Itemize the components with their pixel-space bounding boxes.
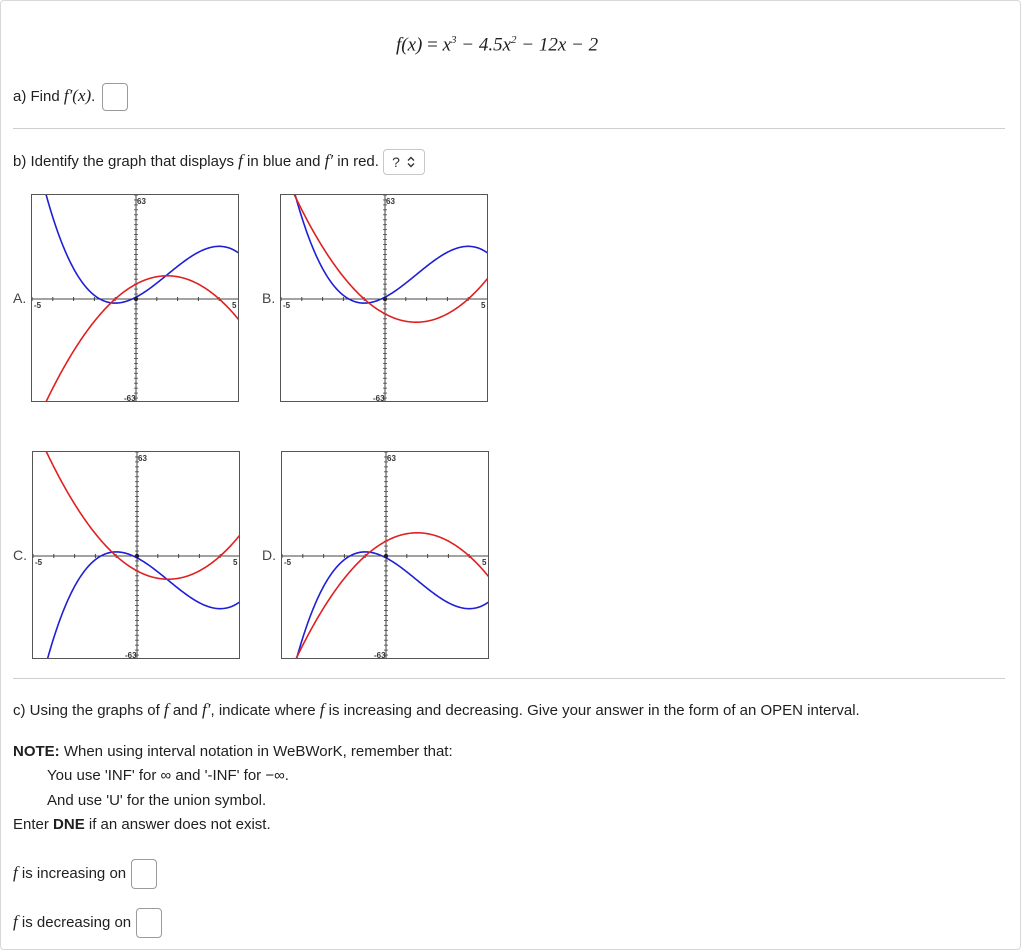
graph-d-plot [282, 452, 489, 659]
part-c-f2: f [319, 700, 325, 719]
note-inf-line: You use 'INF' for ∞ and '-INF' for −∞. [47, 767, 289, 784]
chevron-updown-icon [406, 156, 416, 168]
x-min-label: -5 [284, 558, 292, 567]
y-max-label: 63 [138, 454, 147, 463]
note-dne-line [13, 816, 271, 833]
graph-select-value: ? [392, 154, 400, 170]
part-c-question [13, 700, 860, 720]
formula-term2: − 4.5x [461, 34, 512, 56]
part-c-f: f [163, 700, 169, 719]
note-line [13, 743, 453, 760]
decreasing-row [13, 908, 162, 938]
note-union-line: And use 'U' for the union symbol. [47, 792, 267, 809]
part-b-prefix: b) Identify the graph that displays [13, 152, 239, 170]
y-max-label: 63 [387, 454, 396, 463]
part-c-fprime: f′ [202, 700, 211, 719]
graph-c-plot [33, 452, 240, 659]
part-c-middle: , indicate where [210, 702, 320, 719]
y-min-label: -63 [374, 651, 386, 659]
dne-bold: DNE [53, 816, 85, 833]
decreasing-answer-input[interactable] [136, 908, 162, 938]
part-b-middle: in blue and [242, 152, 325, 170]
origin-dot [383, 297, 387, 301]
x-max-label: 5 [233, 558, 238, 567]
decreasing-f: f [13, 911, 18, 931]
y-min-label: -63 [124, 394, 136, 402]
part-c-prefix: c) Using the graphs of [13, 702, 164, 719]
origin-dot [135, 554, 139, 558]
x-max-label: 5 [232, 301, 237, 310]
graph-b-label: B. [262, 290, 276, 306]
graph-a-plot [32, 195, 239, 402]
graph-d-label: D. [262, 547, 276, 563]
note-bold: NOTE: [13, 743, 60, 760]
graph-b[interactable] [280, 194, 488, 402]
graph-d[interactable] [281, 451, 489, 659]
origin-dot [134, 297, 138, 301]
graph-select-dropdown[interactable] [383, 149, 425, 175]
origin-dot [384, 554, 388, 558]
formula-exp2: 2 [511, 34, 517, 46]
part-b-question [13, 149, 425, 175]
formula-lhs: f(x) [396, 34, 423, 56]
x-min-label: -5 [35, 558, 43, 567]
formula-x: x [442, 34, 452, 56]
y-max-label: 63 [386, 197, 395, 206]
x-min-label: -5 [34, 301, 42, 310]
x-max-label: 5 [482, 558, 487, 567]
increasing-f: f [13, 862, 18, 882]
increasing-answer-input[interactable] [131, 859, 157, 889]
increasing-label: is increasing on [17, 864, 127, 882]
formula-term3: − 12x − 2 [521, 34, 599, 56]
part-b-suffix: in red. [333, 152, 379, 170]
graph-a-label: A. [13, 290, 27, 306]
part-b-fprime: f′ [324, 150, 334, 170]
increasing-row [13, 859, 157, 889]
note-text: When using interval notation in WeBWorK, remember that: [59, 743, 453, 760]
y-min-label: -63 [125, 651, 137, 659]
y-min-label: -63 [373, 394, 385, 402]
part-c-suffix: is increasing and decreasing. Give your answer in the form of an OPEN interval. [324, 702, 860, 719]
decreasing-label: is decreasing on [17, 913, 132, 931]
y-max-label: 63 [137, 197, 146, 206]
graph-c[interactable] [32, 451, 240, 659]
part-a-answer-input[interactable] [102, 83, 128, 111]
part-a-prefix: a) Find [13, 87, 64, 105]
dne-prefix: Enter [13, 816, 54, 833]
x-min-label: -5 [283, 301, 291, 310]
graph-a[interactable] [31, 194, 239, 402]
dne-suffix: if an answer does not exist. [84, 816, 271, 833]
part-c-and: and [168, 702, 203, 719]
divider [13, 678, 1005, 679]
part-a-suffix: . [91, 87, 96, 105]
graph-b-plot [281, 195, 488, 402]
divider [13, 128, 1005, 129]
part-a-fprime: f′(x) [63, 85, 92, 105]
graph-c-label: C. [13, 547, 27, 563]
x-max-label: 5 [481, 301, 486, 310]
function-formula: $f(x) = x^3 - 4.5x^2 - 12x - 2$ [396, 34, 599, 56]
formula-exp3: 3 [451, 34, 457, 46]
part-a-question [13, 83, 128, 111]
part-b-f: f [238, 150, 243, 170]
